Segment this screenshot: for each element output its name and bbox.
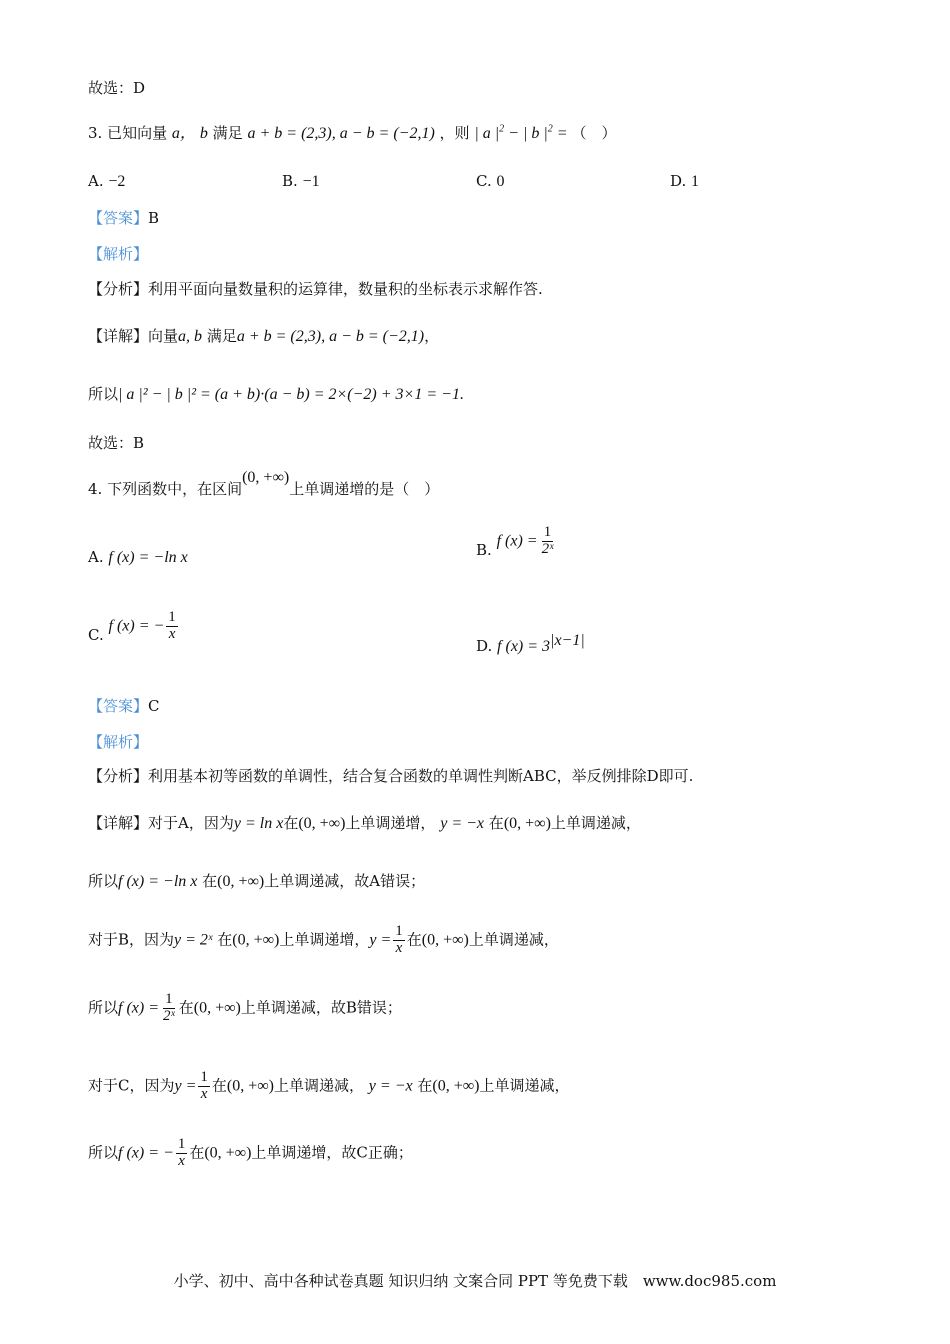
q3-prefix: 3. 已知向量: [88, 124, 168, 142]
page-footer: 小学、初中、高中各种试卷真题 知识归纳 文案合同 PPT 等免费下载 www.doc985.com: [173, 1272, 777, 1290]
question-3-stem: [88, 120, 617, 143]
q4-option-d: D. f $(x) = 3^{|x-1|}$: [476, 632, 585, 655]
q4-option-a: A. f (x) = −ln x: [88, 548, 188, 566]
question-4-stem: 4. 下列函数中，在区间(0, +∞)上单调递增的是（ ）: [88, 469, 440, 498]
q4-analysis-tag: 【解析】: [88, 733, 149, 751]
q4-detail-line-5: 对于C，因为y = $\frac{1}{x}$ 在(0, +∞)上单调递减， y = −x 在(0, +∞)上单调递减，: [88, 1069, 570, 1102]
q4-option-c: C. f (x) = − $\frac{1}{x}$: [88, 609, 176, 645]
q4-option-b: B. f (x) = $\frac{1}{\text{2ˣ}}$: [476, 524, 554, 560]
q3-analysis-tag: 【解析】: [88, 245, 149, 263]
q3-option-a: A. −2: [88, 172, 126, 190]
q3-vars: a， b: [171, 125, 208, 142]
q3-condition: a + b = (2,3), a − b = (−2,1): [247, 125, 435, 142]
prev-answer: 故选：D: [88, 79, 146, 97]
q3-option-c: C. 0: [476, 172, 505, 190]
q4-detail-line-1: 【详解】对于A，因为y = ln x在(0, +∞)上单调递增， y = −x 在(0, +∞)上单调递减，: [88, 814, 641, 832]
q3-then: ，则: [439, 124, 470, 142]
q4-detail-line-2: 所以f (x) = −ln x 在(0, +∞)上单调递减，故A错误；: [88, 872, 426, 890]
q3-paren: （ ）: [571, 124, 617, 142]
q3-answer: 【答案】B: [88, 209, 160, 227]
q4-detail-line-3: 对于B，因为y = 2ˣ 在(0, +∞)上单调递增，y = $\frac{1}{x}$ 在(0, +∞)上单调递减，: [88, 923, 559, 956]
q3-detail: 【详解】向量a, b 满足a + b = (2,3), a − b = (−2,1)，: [88, 327, 440, 345]
q3-calc: 所以| a |² − | b |² = (a + b)·(a − b) = 2×(−2) + 3×1 = −1.: [88, 385, 464, 403]
q3-conclusion: 故选：B: [88, 434, 145, 452]
q3-fenxi: 【分析】利用平面向量数量积的运算律，数量积的坐标表示求解作答.: [88, 280, 543, 298]
q3-option-d: D. 1: [670, 172, 700, 190]
q4-detail-line-4: 所以f (x) = $\frac{1}{\text{2ˣ}}$ 在(0, +∞)上单调递减，故B错误；: [88, 991, 402, 1024]
q4-fenxi: 【分析】利用基本初等函数的单调性，结合复合函数的单调性判断ABC，举反例排除D即可.: [88, 767, 694, 785]
q4-answer: 【答案】C: [88, 697, 160, 715]
q3-mid: 满足: [212, 124, 243, 142]
q3-option-b: B. −1: [282, 172, 320, 190]
q4-detail-line-6: 所以f (x) = − $\frac{1}{x}$ 在(0, +∞)上单调递增，故C正确；: [88, 1136, 413, 1169]
q3-expr: | a $|^2$ − | b $|^2$ =: [474, 123, 572, 142]
